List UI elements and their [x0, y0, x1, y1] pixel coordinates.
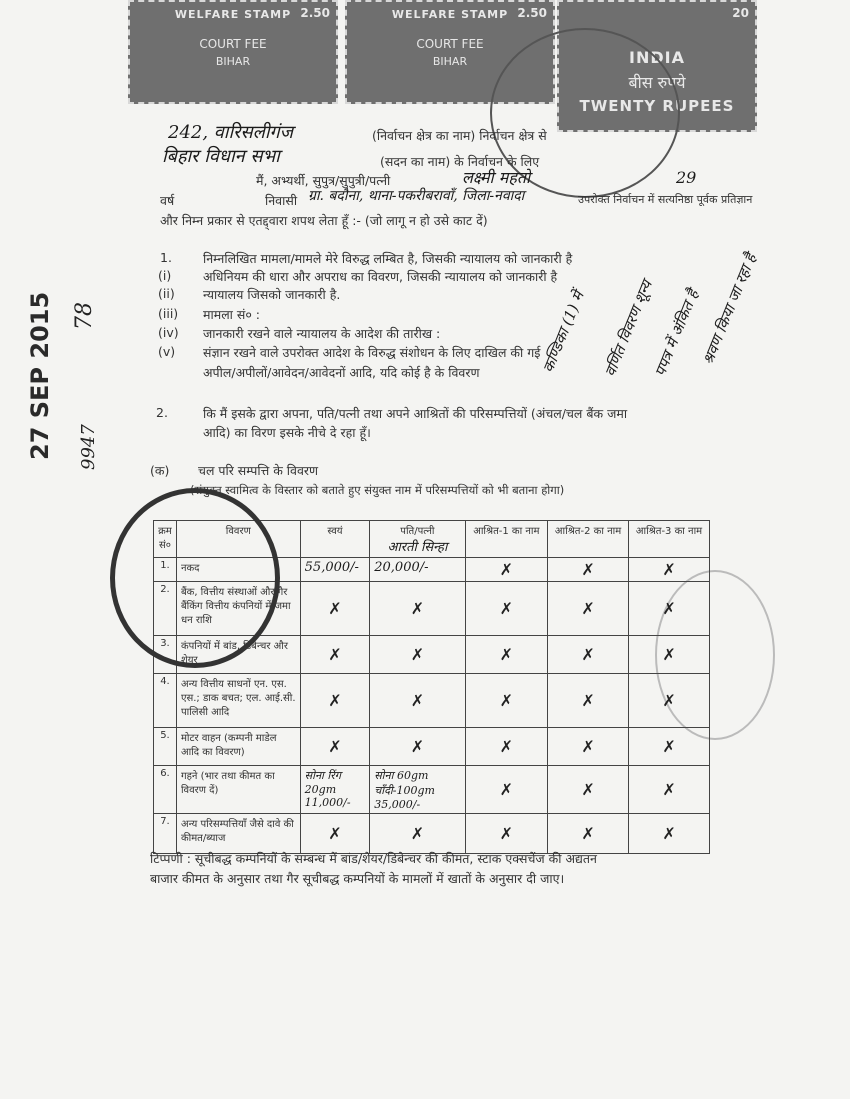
nil-note-line: कण्डिका (1) में [538, 288, 588, 376]
row-desc: मोटर वाहन (कम्पनी माडेल आदि का विवरण) [176, 728, 300, 766]
item-num: (i) [158, 268, 172, 283]
row-dependent-1: ✗ [465, 728, 548, 766]
section-ka-title: चल परि सम्पत्ति के विवरण [198, 463, 319, 478]
item-num: (v) [158, 344, 176, 359]
header-dependent-3: आश्रित-3 का नाम [629, 521, 710, 558]
constituency-handwritten: 242, वारिसलीगंज [168, 122, 294, 143]
header-spouse [370, 521, 465, 558]
stamp-label: COURT FEE [416, 37, 484, 51]
stamp-value-hindi: बीस रुपये [628, 73, 686, 92]
row-dependent-3: ✗ [629, 728, 710, 766]
row-dependent-2: ✗ [548, 636, 629, 674]
header-self: स्वयं [300, 521, 370, 558]
header-dependent-1: आश्रित-1 का नाम [465, 521, 548, 558]
candidate-name-handwritten: लक्ष्मी महतो [462, 168, 531, 187]
stamp-state: BIHAR [215, 55, 251, 68]
row-num: 4. [154, 674, 177, 728]
age-handwritten: 29 [676, 168, 697, 187]
nil-note-line: श्रवण किया जा रहा है [698, 251, 760, 368]
row-spouse: ✗ [370, 636, 465, 674]
oath-line2: और निम्न प्रकार से एतद्द्वारा शपथ लेता हूँ :- (जो लागू न हो उसे काट दें) [160, 213, 488, 228]
row-self: 55,000/- [300, 558, 370, 582]
round-seal [110, 488, 280, 668]
row-desc: अन्य वित्तीय साधनों एन. एस. एस.; डाक बचत; एल. आई.सी. पालिसी आदि [176, 674, 300, 728]
item-text: अधिनियम की धारा और अपराध का विवरण, जिसकी न्यायालय को जानकारी है [203, 269, 558, 284]
stamp-value: 2.50 [300, 6, 330, 20]
house-handwritten: बिहार विधान सभा [162, 146, 280, 167]
row-dependent-1: ✗ [465, 558, 548, 582]
header-serial: क्रम सं० [154, 521, 177, 558]
row-self: सोना रिंग 20gm 11,000/- [300, 766, 370, 814]
item-text: मामला सं० : [203, 307, 261, 322]
header-spouse-label: पति/पत्नी [400, 526, 435, 537]
section-ka-num: (क) [150, 463, 170, 478]
address-handwritten: ग्रा. बदौना, थाना-पकरीबरावाँ, जिला-नवादा [308, 188, 525, 204]
row-desc: गहने (भार तथा कीमत का विवरण दें) [176, 766, 300, 814]
item-num: (iv) [158, 325, 179, 340]
row-desc: नकद [176, 558, 300, 582]
section2-line1: कि मैं इसके द्वारा अपना, पति/पत्नी तथा अपने आश्रितों की परिसम्पत्तियों (अंचल/चल बैंक जमा [203, 406, 628, 421]
row-dependent-1: ✗ [465, 674, 548, 728]
stamp-country: INDIA [629, 48, 685, 67]
row-self: ✗ [300, 636, 370, 674]
row-self: ✗ [300, 814, 370, 854]
stamp-value: 2.50 [517, 6, 547, 20]
table-row [154, 728, 710, 766]
table-row [154, 814, 710, 854]
item-text: अपील/अपीलों/आवेदन/आवेदनों आदि, यदि कोई है के विवरण [203, 365, 480, 380]
house-label: (सदन का नाम) के निर्वाचन के लिए [380, 154, 540, 169]
stamp-label: COURT FEE [199, 37, 267, 51]
item-num: (ii) [158, 286, 175, 301]
row-spouse: ✗ [370, 674, 465, 728]
spouse-name-handwritten: आरती सिन्हा [387, 540, 448, 555]
row-dependent-2: ✗ [548, 728, 629, 766]
year-label: वर्ष [160, 193, 175, 208]
item-text: संज्ञान रखने वाले उपरोक्त आदेश के विरुद्ध संशोधन के लिए दाखिल की गई [203, 345, 541, 360]
row-desc: कंपनियों में बांड, डिबेन्चर और शेयर [176, 636, 300, 674]
row-spouse: ✗ [370, 728, 465, 766]
row-desc: बैंक, वित्तीय संस्थाओं और गैर बैंकिंग वित्तीय कंपनियों में जमा धन राशि [176, 582, 300, 636]
section1-num: 1. [160, 250, 172, 265]
row-num: 5. [154, 728, 177, 766]
footnote-line2: बाजार कीमत के अनुसार तथा गैर सूचीबद्ध कम्पनियों के मामलों में खातों के अनुसार दी जाए। [150, 871, 565, 886]
row-spouse: ✗ [370, 814, 465, 854]
row-self: ✗ [300, 582, 370, 636]
item-text: जानकारी रखने वाले न्यायालय के आदेश की तारीख : [203, 326, 441, 341]
stamp-title: WELFARE STAMP [174, 8, 292, 21]
section2-num: 2. [156, 405, 168, 420]
received-date-stamp: 27 SEP 2015 [26, 291, 54, 460]
row-dependent-3: ✗ [629, 636, 710, 674]
footnote-line1: टिप्पणी : सूचीबद्ध कम्पनियों के सम्बन्ध में बांड/शेयर/डिबेन्चर की कीमत, स्टाक एक्सचेंज की अद्यतन [150, 851, 597, 866]
row-spouse: ✗ [370, 582, 465, 636]
row-dependent-1: ✗ [465, 582, 548, 636]
row-dependent-2: ✗ [548, 674, 629, 728]
row-num: 1. [154, 558, 177, 582]
row-spouse: 20,000/- [370, 558, 465, 582]
row-dependent-2: ✗ [548, 766, 629, 814]
row-dependent-2: ✗ [548, 582, 629, 636]
row-dependent-3: ✗ [629, 814, 710, 854]
oath-tail: उपरोक्त निर्वाचन में सत्यनिष्ठा पूर्वक प्रतिज्ञान [578, 193, 753, 206]
margin-handwritten-number: 78 [72, 302, 97, 330]
row-dependent-3: ✗ [629, 558, 710, 582]
row-dependent-2: ✗ [548, 814, 629, 854]
candidate-prefix: मैं, अभ्यर्थी, सुपुत्र/सुपुत्री/पत्नी [256, 173, 391, 188]
row-dependent-3: ✗ [629, 766, 710, 814]
row-num: 6. [154, 766, 177, 814]
constituency-label: (निर्वाचन क्षेत्र का नाम) निर्वाचन क्षेत्र से [372, 128, 547, 143]
margin-handwritten-number-2: 9947 [78, 424, 99, 470]
row-spouse: सोना 60gm चाँदी-100gm 35,000/- [370, 766, 465, 814]
welfare-stamp-1 [128, 0, 338, 104]
row-desc: अन्य परिसम्पत्तियाँ जैसे दावे की कीमत/ब्याज [176, 814, 300, 854]
nil-note-line: पपत्र में अंकित है [650, 287, 703, 380]
row-num: 7. [154, 814, 177, 854]
row-num: 3. [154, 636, 177, 674]
item-num: (iii) [158, 306, 179, 321]
stamp-value-english: TWENTY RUPEES [579, 97, 735, 115]
row-num: 2. [154, 582, 177, 636]
row-dependent-1: ✗ [465, 636, 548, 674]
stamp-state: BIHAR [432, 55, 468, 68]
header-description: विवरण [176, 521, 300, 558]
table-row [154, 674, 710, 728]
row-self: ✗ [300, 674, 370, 728]
row-dependent-2: ✗ [548, 558, 629, 582]
header-dependent-2: आश्रित-2 का नाम [548, 521, 629, 558]
row-dependent-3: ✗ [629, 674, 710, 728]
stamp-title: WELFARE STAMP [391, 8, 509, 21]
resident-label: निवासी [265, 193, 298, 208]
row-dependent-1: ✗ [465, 766, 548, 814]
section2-line2: आदि) का विरण इसके नीचे दे रहा हूँ। [203, 425, 371, 440]
section-ka-subtitle: (संयुक्त स्वामित्व के विस्तार को बताते हुए संयुक्त नाम में परिसम्पत्तियों को भी बताना होगा) [190, 483, 565, 497]
row-dependent-3: ✗ [629, 582, 710, 636]
item-text: न्यायालय जिसको जानकारी है. [203, 287, 341, 302]
row-self: ✗ [300, 728, 370, 766]
section1-text: निम्नलिखित मामला/मामले मेरे विरुद्ध लम्बित है, जिसकी न्यायालय को जानकारी है [203, 251, 573, 266]
row-dependent-1: ✗ [465, 814, 548, 854]
stamp-value: 20 [732, 6, 749, 20]
table-row [154, 766, 710, 814]
nil-note-line: वर्णित विवरण शून्य [600, 277, 656, 380]
